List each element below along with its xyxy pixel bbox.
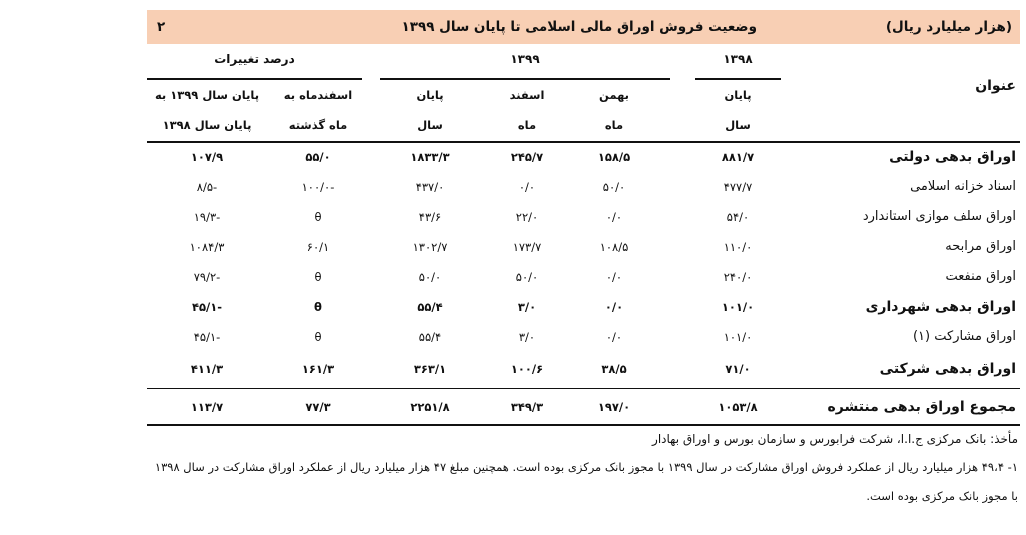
cell-change-monthly: θ [314,210,322,224]
cell-change-yearly: -۸/۵ [196,180,218,194]
table-row [147,354,1020,384]
cell-change-yearly: -۱۹/۳ [193,210,221,224]
cell-bahman: ۱۹۷/۰ [597,400,631,414]
cell-1398: ۸۸۱/۷ [721,150,755,164]
col-header-line1: اسفندماه به [283,88,353,102]
col-header-line1: پایان [416,88,444,102]
group-change: درصد تغییرات [214,52,295,66]
table-row [147,322,1020,352]
col-1399-bahman [574,80,654,140]
cell-change-yearly: ۱۰۸۴/۳ [189,240,225,254]
col-header-line2: ماه [604,118,624,132]
col-change-yearly [148,80,266,140]
cell-esfand: ۳/۰ [518,330,536,344]
table-title-bar [147,10,1020,44]
cell-change-yearly: ۱۰۷/۹ [190,150,224,164]
cell-change-monthly: ۵۵/۰ [305,150,331,164]
group-1399: ۱۳۹۹ [510,52,540,66]
cell-1399: ۴۳/۶ [418,210,442,224]
table-row [147,202,1020,232]
cell-1399: ۳۶۳/۱ [413,362,447,376]
cell-1398: ۱۰۱/۰ [721,300,755,314]
cell-change-monthly: -۱۰۰/۰ [301,180,335,194]
table-row-total [147,392,1020,422]
footnote-line2: با مجوز بانک مرکزی بوده است. [866,489,1018,503]
cell-bahman: ۰/۰ [605,330,623,344]
unit-label: (هزار میلیارد ریال) [885,19,1012,35]
cell-esfand: ۰/۰ [518,180,536,194]
cell-change-monthly: ۶۰/۱ [306,240,330,254]
col-1399-esfand [487,80,567,140]
cell-bahman: ۵۰/۰ [602,180,626,194]
table-row [147,262,1020,292]
col-header-line1: پایان سال ۱۳۹۹ به [154,88,260,102]
cell-change-yearly: -۷۹/۲ [193,270,221,284]
cell-esfand: ۱۷۳/۷ [512,240,542,254]
cell-esfand: ۳/۰ [517,300,537,314]
cell-1399: ۲۲۵۱/۸ [410,400,450,414]
col-1399-year-end [385,80,475,140]
col-header-line1: بهمن [599,88,629,102]
total-top-rule [147,388,1020,389]
table-bottom-rule [147,424,1020,426]
col-header-line1: پایان [724,88,752,102]
cell-1399: ۵۵/۴ [417,300,443,314]
table-row [147,232,1020,262]
cell-change-monthly: θ [314,300,322,314]
table-title: وضعیت فروش اوراق مالی اسلامی تا پایان سال ۱۳۹۹ [401,19,757,35]
cell-1399: ۱۸۳۳/۳ [410,150,450,164]
cell-1399: ۵۵/۴ [418,330,442,344]
footnote-line1: ۱- ۴۹،۴ هزار میلیارد ریال از عملکرد فروش اوراق مشارکت در سال ۱۳۹۹ با مجوز بانک مرکزی بوده است. همچنین مبلغ ۴۷ هزار میلیارد ریال از عملکرد اوراق مشارکت در سال ۱۳۹۸ [154,460,1018,474]
col-change-monthly [268,80,368,140]
cell-1398: ۷۱/۰ [725,362,751,376]
cell-1398: ۱۰۵۳/۸ [718,400,758,414]
cell-1398: ۵۴/۰ [726,210,750,224]
row-label: اوراق بدهی شهرداری [865,299,1016,315]
row-label: اوراق بدهی شرکتی [879,361,1016,377]
cell-esfand: ۱۰۰/۶ [510,362,544,376]
cell-1398: ۱۰۱/۰ [723,330,753,344]
source-note: مأخذ: بانک مرکزی ج.ا.ا، شرکت فرابورس و سازمان بورس و اوراق بهادار [652,432,1018,446]
cell-bahman: ۱۵۸/۵ [597,150,631,164]
row-label: اوراق مرابحه [945,239,1016,254]
cell-change-monthly: ۱۶۱/۳ [301,362,335,376]
cell-change-yearly: ۱۱۳/۷ [190,400,224,414]
cell-bahman: ۰/۰ [604,300,624,314]
table-row [147,292,1020,322]
row-label: اسناد خزانه اسلامی [910,179,1016,194]
cell-1399: ۱۳۰۲/۷ [412,240,448,254]
row-label: اوراق منفعت [945,269,1016,284]
row-label: مجموع اوراق بدهی منتشره [827,399,1016,415]
row-label: اوراق مشارکت (۱) [912,329,1016,344]
row-label: اوراق سلف موازی استاندارد [862,209,1016,224]
cell-bahman: ۱۰۸/۵ [599,240,629,254]
col-header-line2: ماه [517,118,537,132]
group-1398: ۱۳۹۸ [723,52,753,66]
cell-1398: ۲۴۰/۰ [723,270,753,284]
cell-esfand: ۳۴۹/۳ [510,400,544,414]
col-header-line2: ماه گذشته [288,118,348,132]
col-1398-year-end [695,80,781,140]
cell-1398: ۱۱۰/۰ [723,240,753,254]
col-header-line2: سال [725,118,751,132]
row-label: اوراق بدهی دولتی [889,149,1016,165]
cell-esfand: ۵۰/۰ [515,270,539,284]
cell-esfand: ۲۲/۰ [515,210,539,224]
cell-change-yearly: -۴۵/۱ [193,330,221,344]
cell-change-yearly: -۴۵/۱ [191,300,223,314]
cell-change-monthly: ۷۷/۳ [305,400,331,414]
cell-change-monthly: θ [314,330,322,344]
cell-esfand: ۲۴۵/۷ [510,150,544,164]
cell-bahman: ۳۸/۵ [601,362,627,376]
col-header-line1: اسفند [509,88,545,102]
cell-1399: ۴۳۷/۰ [415,180,445,194]
cell-1398: ۴۷۷/۷ [723,180,753,194]
col-header-line2: پایان سال ۱۳۹۸ [162,118,252,132]
table-number: ۲ [157,19,166,35]
cell-bahman: ۰/۰ [605,210,623,224]
table-row [147,172,1020,202]
row-title-header: عنوان [975,78,1016,94]
cell-change-monthly: θ [314,270,322,284]
col-header-line2: سال [417,118,443,132]
cell-1399: ۵۰/۰ [418,270,442,284]
cell-change-yearly: ۴۱۱/۳ [190,362,224,376]
cell-bahman: ۰/۰ [605,270,623,284]
table-row [147,142,1020,172]
